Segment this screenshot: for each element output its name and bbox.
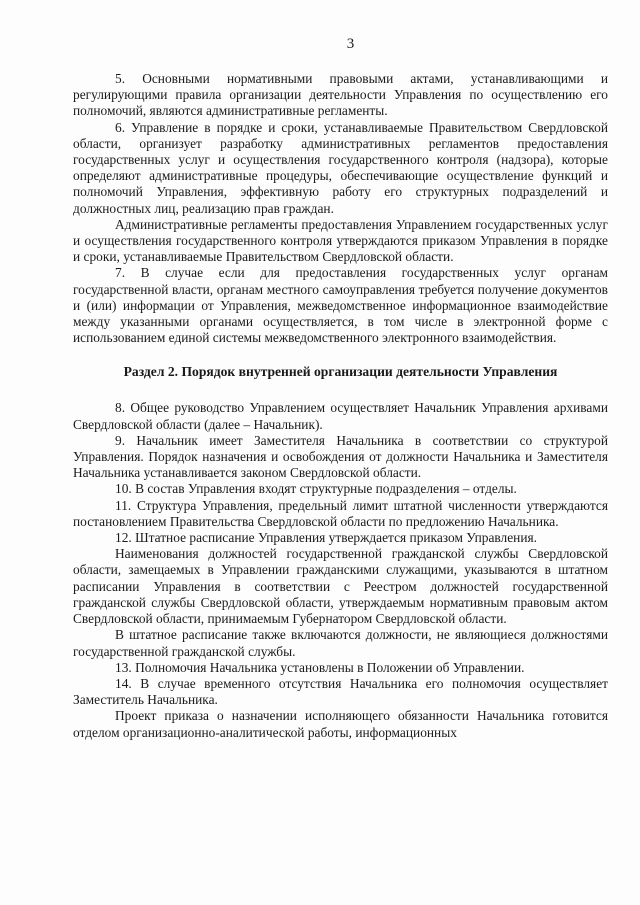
paragraph-11: 11. Структура Управления, предельный лимит штатной численности утверждаются постановлением Правительства Свердловской области по предложению Начальника. xyxy=(73,497,608,529)
section-heading: Раздел 2. Порядок внутренней организации деятельности Управления xyxy=(123,364,558,380)
paragraph-staff-schedule: В штатное расписание также включаются должности, не являющиеся должностями государственной гражданской службы. xyxy=(73,627,608,659)
paragraph-5: 5. Основными нормативными правовыми актами, устанавливающими и регулирующими правила организации деятельности Управления по осуществлению его полномочий, являются административные регламенты. xyxy=(73,71,608,119)
paragraph-13: 13. Полномочия Начальника установлены в Положении об Управлении. xyxy=(115,659,525,675)
paragraph-12: 12. Штатное расписание Управления утверждается приказом Управления. xyxy=(115,530,537,546)
page-number: 3 xyxy=(346,36,355,52)
paragraph-position-names: Наименования должностей государственной гражданской службы Свердловской области, замещаемых в Управлении гражданскими служащими, указываются в штатном расписании Управления в соответствии с Реестром должностей государственной гражданской службы Свердловской области, утверждаемым нормативным правовым актом Свердловской области, принимаемым Губернатором Свердловской области. xyxy=(73,546,608,627)
paragraph-admin-regulations: Административные регламенты предоставления Управлением государственных услуг и осуществления государственного контроля утверждаются приказом Управления в порядке и сроки, устанавливаемые Правительством Свердловской области. xyxy=(73,216,608,265)
paragraph-order-draft: Проект приказа о назначении исполняющего обязанности Начальника готовится отделом организационно-аналитической работы, информационных xyxy=(73,708,608,740)
paragraph-7: 7. В случае если для предоставления государственных услуг органам государственной власти, органам местного самоуправления требуется получение документов и (или) информации от Управления, межведомственное информационное взаимодействие между указанными органами осуществляется, в том числе в электронной форме с использованием единой системы межведомственного электронного взаимодействия. xyxy=(73,265,608,346)
paragraph-14: 14. В случае временного отсутствия Начальника его полномочия осуществляет Заместитель Начальника. xyxy=(73,675,608,708)
paragraph-6: 6. Управление в порядке и сроки, устанавливаемые Правительством Свердловской области, организует разработку административных регламентов предоставления государственных услуг и осуществления государственного контроля (надзора), которые определяют административные процедуры, обеспечивающие осуществление функций и полномочий Управления, эффективную работу его структурных подразделений и должностных лиц, реализацию прав граждан. xyxy=(73,119,608,216)
paragraph-9: 9. Начальник имеет Заместителя Начальника в соответствии со структурой Управления. Порядок назначения и освобождения от должности Начальника и Заместителя Начальника устанавливается законом Свердловской области. xyxy=(73,432,608,481)
paragraph-8: 8. Общее руководство Управлением осуществляет Начальник Управления архивами Свердловской области (далее – Начальник). xyxy=(73,400,608,432)
paragraph-10: 10. В состав Управления входят структурные подразделения – отделы. xyxy=(115,481,517,497)
